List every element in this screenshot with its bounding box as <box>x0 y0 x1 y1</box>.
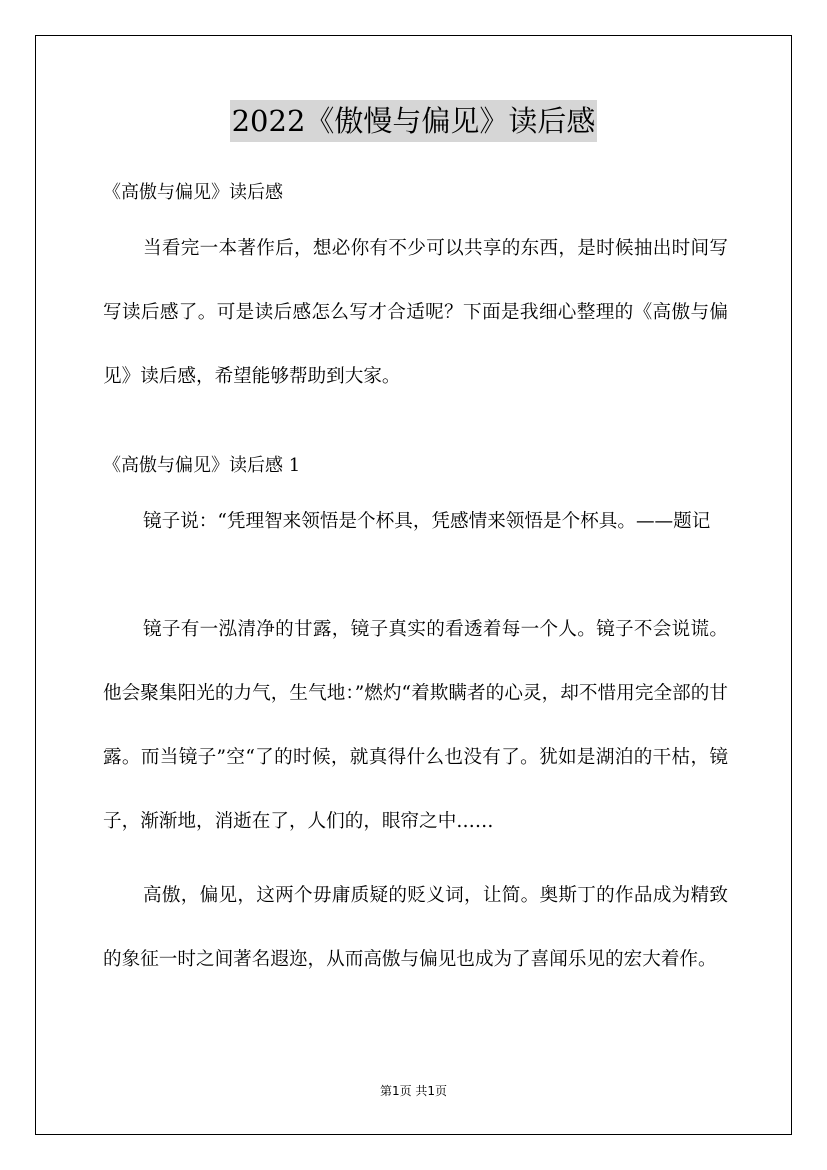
title-container <box>0 100 827 142</box>
body-paragraph-1: 镜子说：“凭理智来领悟是个杯具，凭感情来领悟是个杯具。——题记 <box>143 511 711 532</box>
section-1-heading: 《高傲与偏见》读后感 1 <box>103 455 301 476</box>
intro-paragraph: 当看完一本著作后，想必你有不少可以共享的东西，是时候抽出时间写写读后感了。可是读后感怎么写才合适呢？下面是我细心整理的《高傲与偏见》读后感，希望能够帮助到大家。 <box>103 238 728 387</box>
document-title: 2022《傲慢与偏见》读后感 <box>230 100 598 142</box>
body-paragraph-3: 高傲，偏见，这两个毋庸质疑的贬义词，让简。奥斯丁的作品成为精致的象征一时之间著名遐迩，从而高傲与偏见也成为了喜闻乐见的宏大着作。 <box>103 885 728 970</box>
body-paragraph-2: 镜子有一泓清净的甘露，镜子真实的看透着每一个人。镜子不会说谎。他会聚集阳光的力气，生气地：”燃灼“着欺瞒者的心灵，却不惜用完全部的甘露。而当镜子”空“了的时候，就真得什么也没有了。犹如是湖泊的干枯，镜子，渐渐地，消逝在了，人们的，眼帘之中…… <box>103 619 728 832</box>
page-footer: 第1页 共1页 <box>379 1084 448 1098</box>
intro-heading: 《高傲与偏见》读后感 <box>103 182 283 203</box>
